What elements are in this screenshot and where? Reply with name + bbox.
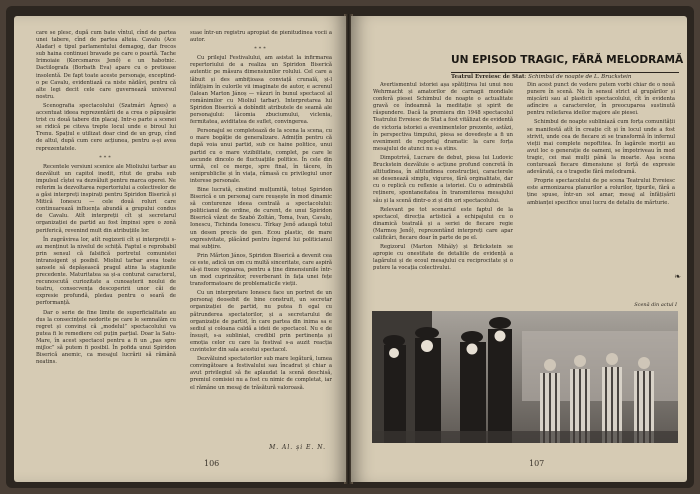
paragraph: care se plesc, după cum bate vîntul, cînd de partea unei tabere, cînd de partea alteia. Cavalu (Ace Aladar) e tipul parlamentului demagog, dar frecos sub haina continuei bravade pe care o poartă. Tache Irimoiaie (Korcsmaros Jenő) e un habotnic. Dactilografa (Borbath Eva) apare cu o pretioase insolentă. De fapt toate aceste personaje, exceptind-o pe Cavalu, evidentiază ca niste nădăvi, pentru că alte legi decit cele care guvernează universul nostru. — [36, 30, 176, 100]
book-spread — [6, 6, 694, 488]
photo-caption: Scenă din actul I — [634, 302, 677, 308]
paragraph: Regizorul (Marton Mihály) și Brückstein se apropie cu onestitate de detaliile de evidență a lagărului și de ecoul mesajului cu reciprocitate și o putere la vocația colectivului. — [373, 244, 513, 272]
paragraph: Avertismentul istoriei așa spătițirea lui unui nou Wehrmacht și amatorilor de carnagii mondiale conferă piesei Schimbul de noapte o actualitate gravă ce îndeamnă la meditație și spirit de răspundere. Dacă la premiera din 1948 spectacolul Teatrului Evreiesc de Stat a fost vitălizat de evidentă de victoria istoriei a evenimentelor prezente, astăzi, în perspectiva timpului, piesa se dovedește a fi un eveniment de reportaj dramatic la care forța mesajului de atunci nu s-a stins. — [373, 82, 513, 152]
left-page — [14, 16, 346, 482]
stage-scene-image — [372, 311, 678, 443]
article-subtitle — [451, 72, 679, 80]
paragraph: Dimpotrivă, Lucrare de debut, piesa lui Ludovic Bruckstein dezvăluie o acțiune profund concretă în altitudinea, în altitudinea construcției, caracterele se desenează simplu, viguros, fără orginalitate, dar cu o replică cu reflexie a istoriei. Cu o admirabilă reținere, spontaneitatea în transmiterea mesajului său și la scenă dintr-o zi și din ori spectacolului. — [373, 154, 513, 204]
article-signature: M. Al. și E. N. — [269, 444, 326, 451]
ornament-icon: ❧ — [674, 272, 681, 281]
paragraph: Cu prilejul Festivalului, am asistat la infirmarea repertoriului de a realiza un Spiridon Biserică autentic pe măsura dimensiunilor rolului. Cel care a lăbuit și des ambițioasa conviață crunală, și-l înfățișim în culorile vii imaginate de autor, e acrenul (lalean Marton Jánoș — văzuri în bunul spectacol al românimilor cu Mioliul tarbar). Interpretarea lui Spiridon Biserică a dobîndit atributele de seamă ale personajului: lăcomia zbuciumului, viclenia, fermitatea, aviditatea de suflet, convingerea. — [190, 55, 332, 126]
paragraph: Relevant pe tot scenariul este faptul de la spectacol, direcția artistică a echipajului cu o dinamică teatrală și a seriei de fiecare regie (Marmoș Jenő), reprezentând interpreți care apar calificări, fiecare doar în parte de pe el. — [373, 206, 513, 241]
article-headline: UN EPISOD TRAGIC, FĂRĂ MELODRAMĂ — [451, 54, 684, 66]
right-column-2 — [527, 82, 675, 300]
paragraph: Personajul se completează de la scena la scena, cu o mare bogăție de generalizare. Admițîn pentru că după voia unui partid, sub ce haine politice, unui partid cu o mare vizibilitate, complet, pe care le ascunde dincolo de fluctuațiile politice. În cele din urmă, cel ce merge, spre final, în tăcere, în seniprubliclie și în viața, rămasă cu privilegiul unor interese personale. — [190, 128, 332, 184]
section-divider: *** — [254, 46, 268, 53]
theatre-name: Teatrul Evreiesc de Stat — [451, 74, 525, 80]
play-title: : Schimbul de noapte de L. Bruckstein — [524, 74, 632, 80]
paragraph: Cu un interpretare Ionescu face un portret de un personaj deosebit de bine construit, un secretar organizației de partid, nu putea fi egal cu pătrunderea spectatorilor, și a secretarului de organizație de partid, în care partea din inima sa e sediul și coloana caldă a ideii de spectacol. Nu e de însușit, s-a subliniat, credibil prin pertinența și emoția celor cu care la festival s-a auzit reacția cuvintelor din sala acestui spectacol. — [190, 290, 332, 354]
paragraph: Dezvăluind spectatorilor sub mare legătură, lumea convingătoare a festivalului sau încadrat și chiar a avut privilegiul să fie aplaudat la scenă deschisă, premiul comisiei nu a fost cu nimic de completat, iar el rămâne un mesaj de trăsătură valoroasă. — [190, 356, 332, 391]
paragraph: Bine lucrată, cinstind mulțumită, totuși Spiridon Biserică e un personaj care reușește în mod dinamic să conturenze ideea centrală a spectacolului: politicianul de ordine, de curent, de unui Spiridon Biserică văzut de Szabó Zoltán, Toma, Ivan, Cavalu, Ionescu, Tichinda Ionescu. Tîrkay Jenő adaugă totul un desen precis de gen. Ecou plastic, de mare expresivitate, plăcând pentru îngerul lui politicianul mai subțire. — [190, 186, 332, 250]
paragraph: suae într-un registru apropiat de pienitudinea vocii a autor. — [190, 30, 332, 44]
paragraph: În zugrăvirea lor, atît regizorii cît și interpreții s-au menținut la nivelul de schiță. Faptul e reprobabil prin sensul că falsifică portretul comunistei intransigent și posibil. Mioliul tarbar avea toate șansele să depășească pragul atins la stagiunile precedente. Maturitatea sa și-a conturat caracterul, recunoscută curiozitate a cunoașterii noului de teatru, consecvența descoperirii unor căi de expresie profundă, pledau pentru o seară de performanță. — [36, 236, 176, 307]
left-column-2 — [190, 30, 332, 394]
page-number-right: 107 — [529, 459, 545, 468]
paragraph: Proprie spectacolului de pe scena Teatrului Evreiesc este armonizarea planurilor a rolurilor, tipurile, fără a ține spuse, într-un sol amar, mesaj al înfățișării ambianței specifice unui lucru de detaliu de mărturie. — [527, 178, 675, 206]
right-column-1 — [373, 82, 513, 300]
paragraph: Dar o serie de fine limite de superficialitate au dus la consecințele nedorite pe care le semnalăm cu regret și convinși că „modelul” spectacolului va putea fi le remediere cel puțin parțial. Doar la Satu-Mare, în acest spectacol pentru a fi un „pas spre mijloc” să putem fi posibil. În pofida unui Spiridon Biserică anemic, ca mesajul lucrării să rămână neatins. — [36, 309, 176, 366]
section-divider: *** — [99, 154, 113, 161]
paragraph: Recentele versiuni scenice ale Mioliului tarbar au dezvăluit un capitol inedit, ritut de graba sub impulsul cîștei va dezvăluit pentru marca operei. Ne referim la dezvoltarea repertoriului a colectivelor de a găsi interpreți inspirați pentru Spiridon Biserică și Mitică Ionescu — cele două roluri care continuarează influența abundă a grupului condus de Cavalu. Atît interpreții cît și secretarul organizației de partid au fost împinsi spre o zonă periferică, revenind mult din atribuțiile lor. — [36, 163, 176, 234]
paragraph: Din acest punct de vedere putem vorbi chiar de o nouă punere în scenă. Nu în sensul strict al grupărilor și mișcării sau al plasticii spectacolului, cît în evidenta adîncire a caracterelor, în preocuparea sustinută pentru reliefarea ideilor majore ale piesei. — [527, 82, 675, 117]
paragraph: Schimbul de noapte subliniază cum forța comunității se manifestă atît în creație cît și în locul unde a fost strivit, unde cea de fiecare zi se transformă în infernul vieții mai complete nepoftitea. În lagărele morții au avut loc o generație de oameni, se împotriveau în mod tragic, cei mai mulți până la moarte. Așa scena conturează fiecare dimensiune și forță de expresie adevărată, ca o tragedie fără melodramă. — [527, 119, 675, 176]
stage-photo — [372, 311, 678, 443]
page-number-left: 106 — [204, 459, 220, 468]
paragraph: Scenografia spectacolului (Szatmári Ágnes) a accentuat ideea reprezentării de a crea o păpușărie trist cu două tabere din placaj. Intr-o parte a scenei se ridică pe citeva trepte locul unde e biroul lui Trenu. Spațiul e utilizat doar cind de un grup, cînd de altul, după cum cere acțiunea, pentru a-și avea reprezentatele. — [36, 102, 176, 152]
paragraph: Prin Mărton János, Spiridon Biserică a devenit cea ce este, adică un om cu multă sinceritate, care aspiră să-și fixeze vigoarea, pentru a ține dimensiunile într-un mod cuprinzător, reverberant în fața unei fețe transformatoare de problematicile vieții. — [190, 252, 332, 288]
right-page — [351, 16, 687, 482]
left-column-1 — [36, 30, 176, 368]
